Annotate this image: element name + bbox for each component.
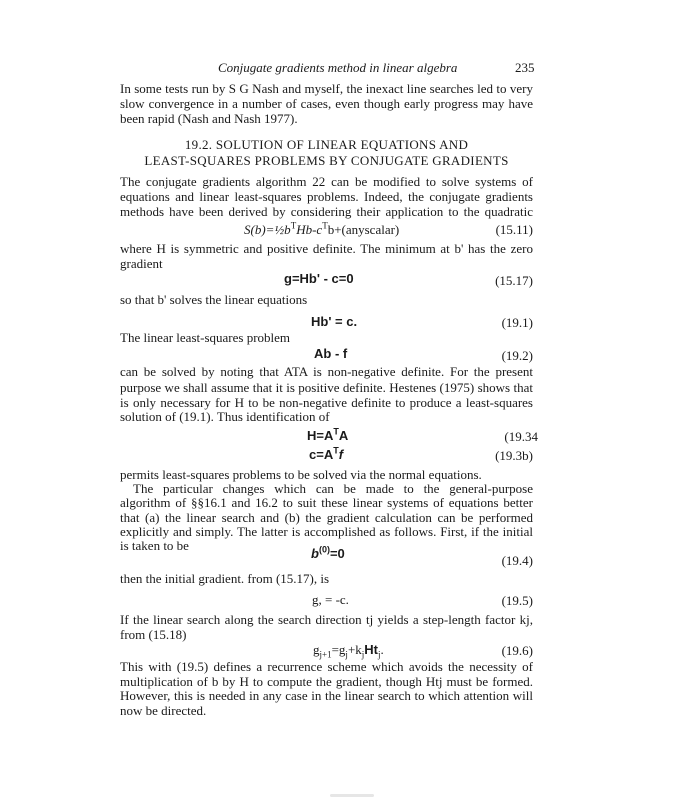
eq-19-3a-sup: T (333, 426, 339, 437)
equation-15-11 (244, 222, 399, 238)
eq-19-6-plus: +k (347, 642, 362, 657)
para6-line-4: that (a) the linear search and (b) the gradient calculation can be performed (120, 510, 533, 525)
page-number: 235 (515, 60, 535, 75)
equation-number-15-17: (15.17) (495, 273, 533, 288)
eq-19-6-sub1: j+1 (319, 649, 332, 660)
para9-line-2: multiplication of b by H to compute the gradient, though Htj must be formed. (120, 674, 533, 689)
para2-line-1: where H is symmetric and positive definite. The minimum at b' has the zero (120, 241, 533, 256)
equation-number-19-3b: (19.3b) (495, 448, 533, 463)
section-heading-line-2: LEAST-SQUARES PROBLEMS BY CONJUGATE GRADIENTS (144, 153, 509, 168)
section-heading-line-1: 19.2. SOLUTION OF LINEAR EQUATIONS AND (184, 137, 469, 152)
equation-number-19-6: (19.6) (501, 643, 533, 658)
equation-19-2: Ab - f (314, 346, 348, 361)
equation-15-17: g=Hb' - c=0 (284, 271, 354, 286)
running-title: Conjugate gradients method in linear algebra (218, 60, 458, 75)
equation-number-19-3a: (19.34 (504, 429, 538, 444)
para1-line-2: equations and linear least-squares problems. Indeed, the conjugate gradients (120, 189, 533, 204)
para5-line-1: can be solved by noting that ATA is non-negative definite. For the present (120, 364, 533, 379)
para8-line-2: from (15.18) (120, 627, 187, 642)
equation-number-15-11: (15.11) (495, 222, 533, 237)
para6-line-1: permits least-squares problems to be solved via the normal equations. (120, 467, 482, 482)
intro-line-2: slow convergence in a number of cases, even though early progress may have (120, 96, 533, 111)
equation-19-4 (311, 546, 345, 562)
eq-19-4-pre: b (311, 546, 319, 561)
eq-15-11-mid: Hb-c (296, 222, 323, 237)
intro-line-1: In some tests run by S G Nash and myself, the inexact line searches led to very (120, 81, 533, 96)
eq-15-11-sup1: T (290, 220, 297, 231)
eq-19-6-mid: =g (331, 642, 346, 657)
eq-15-11-pre: S(b)=½b (244, 222, 291, 237)
eq-19-3a-pre: H=A (307, 428, 334, 443)
para7: then the initial gradient. from (15.17), is (120, 571, 330, 586)
equation-19-5: g, = -c. (312, 592, 349, 607)
para5-line-2: purpose we shall assume that it is positive definite. Hestenes (1975) shows that (120, 380, 533, 395)
equation-19-3b (309, 447, 343, 463)
para9-line-4: now be directed. (120, 703, 207, 718)
intro-line-3: been rapid (Nash and Nash 1977). (120, 111, 298, 126)
para6-line-3: algorithm of §§16.1 and 16.2 to suit these linear systems of equations better (120, 495, 533, 510)
para5-line-3: is only necessary for H to be non-negative definite to produce a least-squares (120, 395, 533, 410)
eq-19-6-sub2: j (345, 649, 348, 660)
eq-19-6-sub4: j (378, 649, 381, 660)
para6-line-5: explicitly and simply. The latter is accomplished as follows. First, if the initial (120, 524, 533, 539)
para1-line-1: The conjugate gradients algorithm 22 can be modified to solve systems of (120, 174, 533, 189)
eq-19-3b-sup: T (333, 445, 339, 456)
equation-19-3a (307, 428, 348, 444)
para6-line-6: is taken to be (120, 538, 189, 553)
eq-19-3b-post: f (338, 447, 344, 462)
para9-line-3: However, this is needed in any case in the linear search to which attention will (120, 688, 533, 703)
equation-number-19-1: (19.1) (501, 315, 533, 330)
eq-15-11-sup2: T (322, 220, 328, 231)
eq-19-6-end: . (380, 642, 384, 657)
eq-19-6-H: Ht (364, 642, 379, 657)
para9-line-1: This with (19.5) defines a recurrence scheme which avoids the necessity of (120, 659, 533, 674)
equation-number-19-5: (19.5) (501, 593, 533, 608)
para4: The linear least-squares problem (120, 330, 291, 345)
para3: so that b' solves the linear equations (120, 292, 308, 307)
eq-19-6-g: g (313, 642, 320, 657)
equation-number-19-2: (19.2) (501, 348, 533, 363)
para1-line-3: methods have been derived by considering their application to the quadratic (120, 204, 533, 219)
eq-19-3b-pre: c=A (309, 447, 334, 462)
equation-19-1: Hb' = c. (311, 314, 358, 329)
scan-smudge (330, 794, 374, 797)
para2-line-2: gradient (120, 256, 163, 271)
eq-19-4-sup: (0) (318, 544, 330, 555)
eq-19-4-post: =0 (329, 546, 345, 561)
para8-line-1: If the linear search along the search direction tj yields a step-length factor kj, (120, 612, 533, 627)
eq-19-6-sub3: j (361, 649, 365, 660)
equation-19-6 (313, 642, 384, 658)
para5-line-4: solution of (19.1). Thus identification of (120, 409, 330, 424)
equation-number-19-4: (19.4) (501, 553, 533, 568)
eq-19-3a-post: A (338, 428, 349, 443)
eq-15-11-post: b+(anyscalar) (327, 222, 400, 237)
para6-line-2: The particular changes which can be made to the general-purpose (133, 481, 533, 496)
